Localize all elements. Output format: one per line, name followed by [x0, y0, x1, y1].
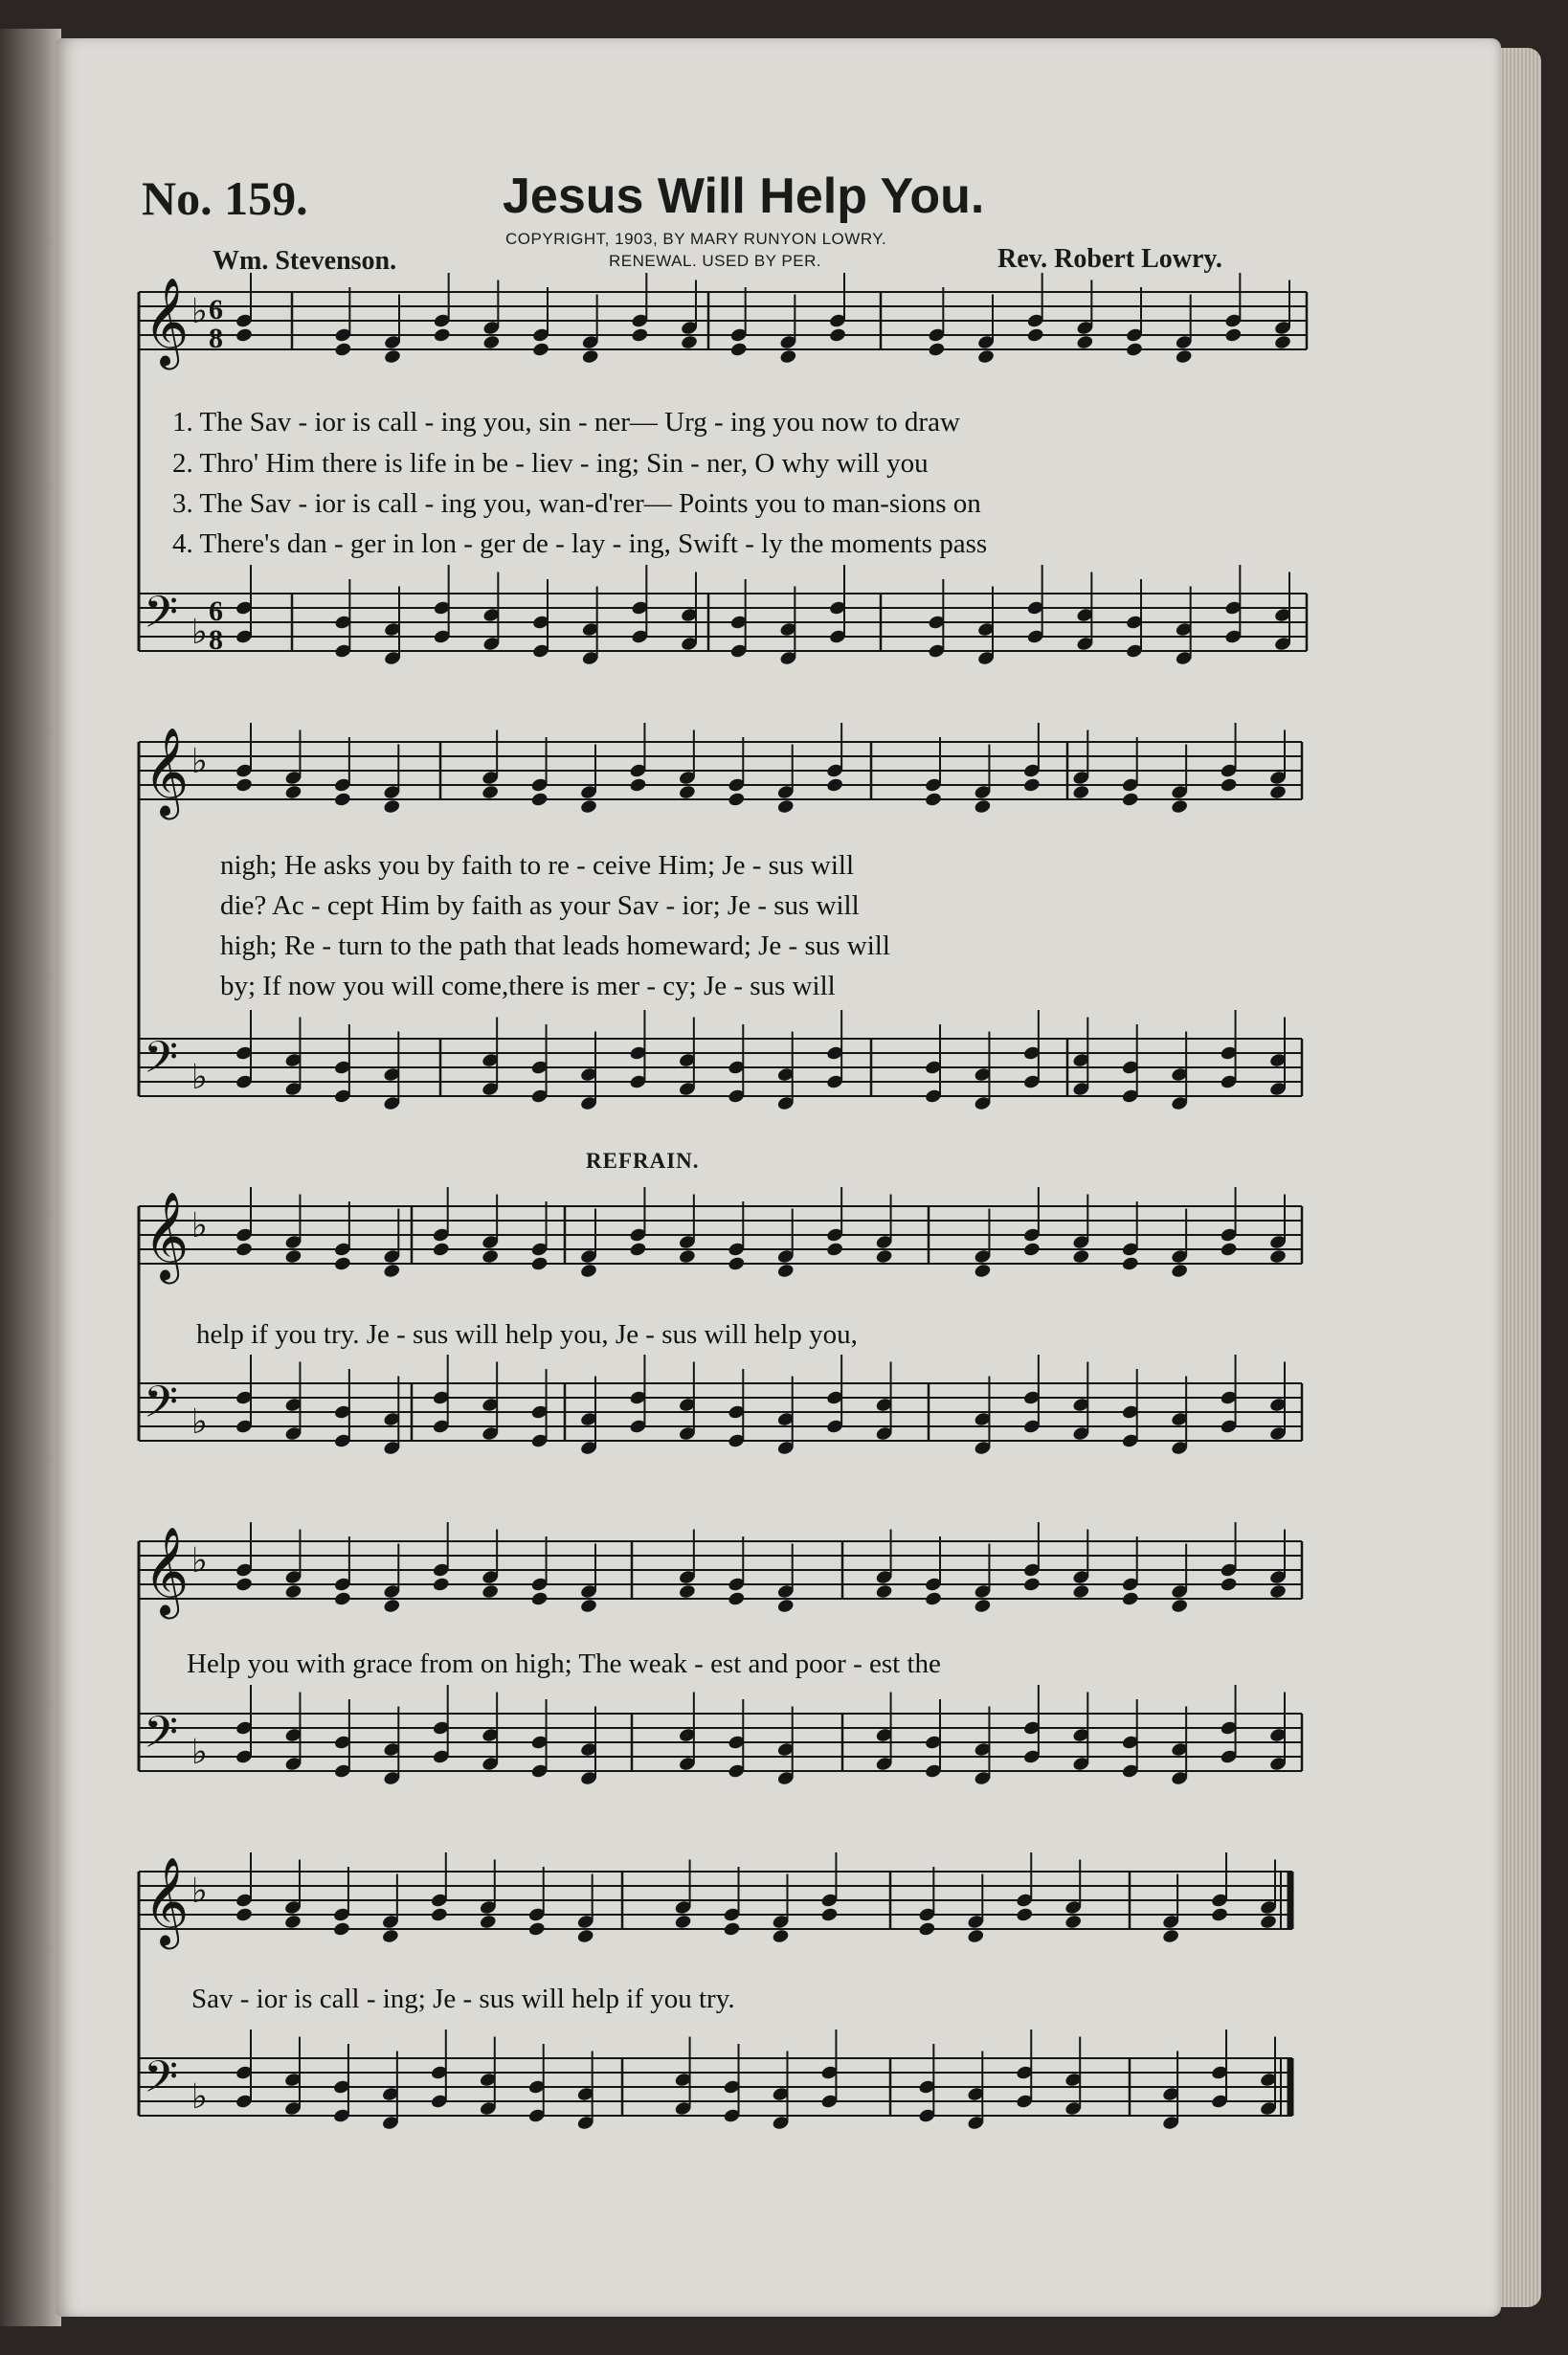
note-head — [1259, 1914, 1277, 1930]
note-head — [530, 1591, 549, 1607]
note-head — [629, 1242, 647, 1258]
note-head — [1121, 1591, 1139, 1607]
verse-4-line-1: 4. There's dan - ger in lon - ger de - lay - ing, Swift - ly the moments pass — [172, 528, 988, 559]
note-head — [530, 1256, 549, 1272]
note-head — [332, 1921, 350, 1938]
note-head — [974, 1263, 992, 1279]
bass-clef-icon: 𝄢 — [144, 2052, 179, 2114]
note-head — [482, 1248, 500, 1265]
note-head — [576, 1928, 594, 1944]
note-head — [432, 1577, 450, 1593]
note-head — [1162, 1928, 1180, 1944]
verse-2-line-1: 2. Thro' Him there is life in be - liev - ing; Sin - ner, O why will you — [172, 448, 929, 479]
note-head — [333, 792, 351, 808]
note-head — [235, 777, 253, 794]
note-head — [1171, 1263, 1189, 1279]
refrain-line-2: Help you with grace from on high; The weak - est and poor - est the — [187, 1648, 941, 1679]
flat-icon: ♭ — [191, 742, 208, 781]
note-head — [826, 777, 844, 794]
note-head — [579, 798, 597, 815]
note-head — [333, 1256, 351, 1272]
note-head — [674, 1914, 692, 1930]
note-head — [235, 1242, 253, 1258]
note-head — [680, 334, 698, 350]
flat-icon: ♭ — [191, 1872, 208, 1911]
note-head — [631, 327, 649, 344]
note-head — [1125, 342, 1143, 358]
note-head — [779, 348, 797, 365]
note-head — [1076, 334, 1094, 350]
note-head — [1064, 1914, 1083, 1930]
note-head — [482, 334, 501, 350]
note-head — [383, 348, 401, 365]
note-head — [678, 784, 696, 800]
time-signature-top: 6 — [209, 595, 223, 627]
flat-icon: ♭ — [191, 2077, 208, 2117]
note-head — [1022, 1242, 1041, 1258]
note-head — [828, 327, 846, 344]
note-head — [1121, 792, 1139, 808]
note-head — [1210, 1907, 1228, 1923]
time-signature-bottom: 8 — [209, 323, 223, 354]
note-head — [976, 348, 995, 365]
note-head — [579, 1598, 597, 1614]
note-head — [1273, 334, 1291, 350]
note-head — [723, 1921, 741, 1938]
note-head — [530, 792, 549, 808]
note-head — [235, 1907, 253, 1923]
note-head — [383, 1263, 401, 1279]
note-head — [235, 1577, 253, 1593]
verse-1-line-2: nigh; He asks you by faith to re - ceive Him; Je - sus will — [220, 850, 855, 881]
note-head — [284, 784, 302, 800]
note-head — [235, 327, 253, 344]
verse-1-line-1: 1. The Sav - ior is call - ing you, sin - ner— Urg - ing you now to draw — [172, 407, 960, 437]
verse-4-line-2: by; If now you will come,there is mer - cy; Je - sus will — [220, 971, 836, 1001]
treble-clef-icon: 𝄞 — [144, 727, 190, 816]
bass-clef-icon: 𝄢 — [144, 1377, 179, 1439]
flat-icon: ♭ — [191, 1733, 208, 1772]
treble-clef-icon: 𝄞 — [144, 1526, 190, 1615]
note-head — [820, 1907, 839, 1923]
note-head — [430, 1907, 448, 1923]
note-head — [1175, 348, 1193, 365]
note-head — [1072, 784, 1090, 800]
composer-credit: Rev. Robert Lowry. — [997, 244, 1222, 274]
treble-clef-icon: 𝄞 — [144, 1191, 190, 1280]
refrain-label: REFRAIN. — [586, 1149, 700, 1173]
note-head — [772, 1928, 790, 1944]
time-signature-bottom: 8 — [209, 624, 223, 656]
note-head — [678, 1248, 696, 1265]
note-head — [875, 1248, 893, 1265]
flat-icon: ♭ — [191, 613, 208, 652]
note-head — [381, 1928, 399, 1944]
hymn-number: No. 159. — [142, 171, 308, 225]
note-head — [1224, 327, 1243, 344]
note-head — [924, 792, 942, 808]
note-head — [974, 798, 992, 815]
note-head — [1016, 1907, 1034, 1923]
note-head — [1072, 1248, 1090, 1265]
note-head — [974, 1598, 992, 1614]
note-head — [482, 1583, 500, 1600]
flat-icon: ♭ — [191, 292, 208, 331]
note-head — [482, 784, 500, 800]
note-head — [629, 777, 647, 794]
note-head — [283, 1914, 302, 1930]
note-head — [729, 342, 748, 358]
note-head — [1022, 1577, 1041, 1593]
copyright-notice: COPYRIGHT, 1903, BY MARY RUNYON LOWRY. — [505, 230, 887, 248]
note-head — [918, 1921, 936, 1938]
note-head — [776, 1598, 795, 1614]
note-head — [826, 1242, 844, 1258]
note-head — [433, 327, 451, 344]
note-head — [1072, 1583, 1090, 1600]
note-head — [776, 1263, 795, 1279]
lyricist-credit: Wm. Stevenson. — [213, 246, 397, 276]
note-head — [776, 798, 795, 815]
flat-icon: ♭ — [191, 1541, 208, 1581]
bass-clef-icon: 𝄢 — [144, 587, 179, 649]
note-head — [728, 1591, 746, 1607]
note-head — [1268, 1248, 1287, 1265]
note-head — [531, 342, 549, 358]
flat-icon: ♭ — [191, 1058, 208, 1097]
note-head — [284, 1583, 302, 1600]
flat-icon: ♭ — [191, 1206, 208, 1245]
bass-clef-icon: 𝄢 — [144, 1707, 179, 1769]
verse-3-line-1: 3. The Sav - ior is call - ing you, wan-d'rer— Points you to man-sions on — [172, 488, 981, 519]
note-head — [383, 1598, 401, 1614]
note-head — [1268, 784, 1287, 800]
treble-clef-icon: 𝄞 — [144, 277, 190, 366]
note-head — [334, 342, 352, 358]
note-head — [581, 348, 599, 365]
note-head — [333, 1591, 351, 1607]
note-head — [967, 1928, 985, 1944]
note-head — [1121, 1256, 1139, 1272]
note-head — [527, 1921, 546, 1938]
note-head — [1171, 1598, 1189, 1614]
note-head — [928, 342, 946, 358]
note-head — [1220, 1242, 1238, 1258]
verse-2-line-2: die? Ac - cept Him by faith as your Sav - ior; Je - sus will — [220, 890, 860, 921]
note-head — [579, 1263, 597, 1279]
note-head — [728, 792, 746, 808]
copyright-renewal: RENEWAL. USED BY PER. — [609, 252, 822, 270]
note-head — [1171, 798, 1189, 815]
note-head — [1220, 777, 1238, 794]
note-head — [284, 1248, 302, 1265]
note-head — [1268, 1583, 1287, 1600]
treble-clef-icon: 𝄞 — [144, 1856, 190, 1945]
note-head — [924, 1591, 942, 1607]
hymn-title: Jesus Will Help You. — [503, 168, 985, 224]
refrain-line-3: Sav - ior is call - ing; Je - sus will help if you try. — [191, 1984, 735, 2014]
note-head — [479, 1914, 497, 1930]
note-head — [875, 1583, 893, 1600]
refrain-line-1: help if you try. Je - sus will help you, Je - sus will help you, — [196, 1319, 858, 1350]
note-head — [383, 798, 401, 815]
bass-clef-icon: 𝄢 — [144, 1032, 179, 1094]
note-head — [1220, 1577, 1238, 1593]
note-head — [1026, 327, 1044, 344]
note-head — [1022, 777, 1041, 794]
note-head — [432, 1242, 450, 1258]
verse-3-line-2: high; Re - turn to the path that leads homeward; Je - sus will — [220, 931, 890, 961]
note-head — [728, 1256, 746, 1272]
flat-icon: ♭ — [191, 1402, 208, 1442]
note-head — [678, 1583, 696, 1600]
time-signature-top: 6 — [209, 294, 223, 325]
